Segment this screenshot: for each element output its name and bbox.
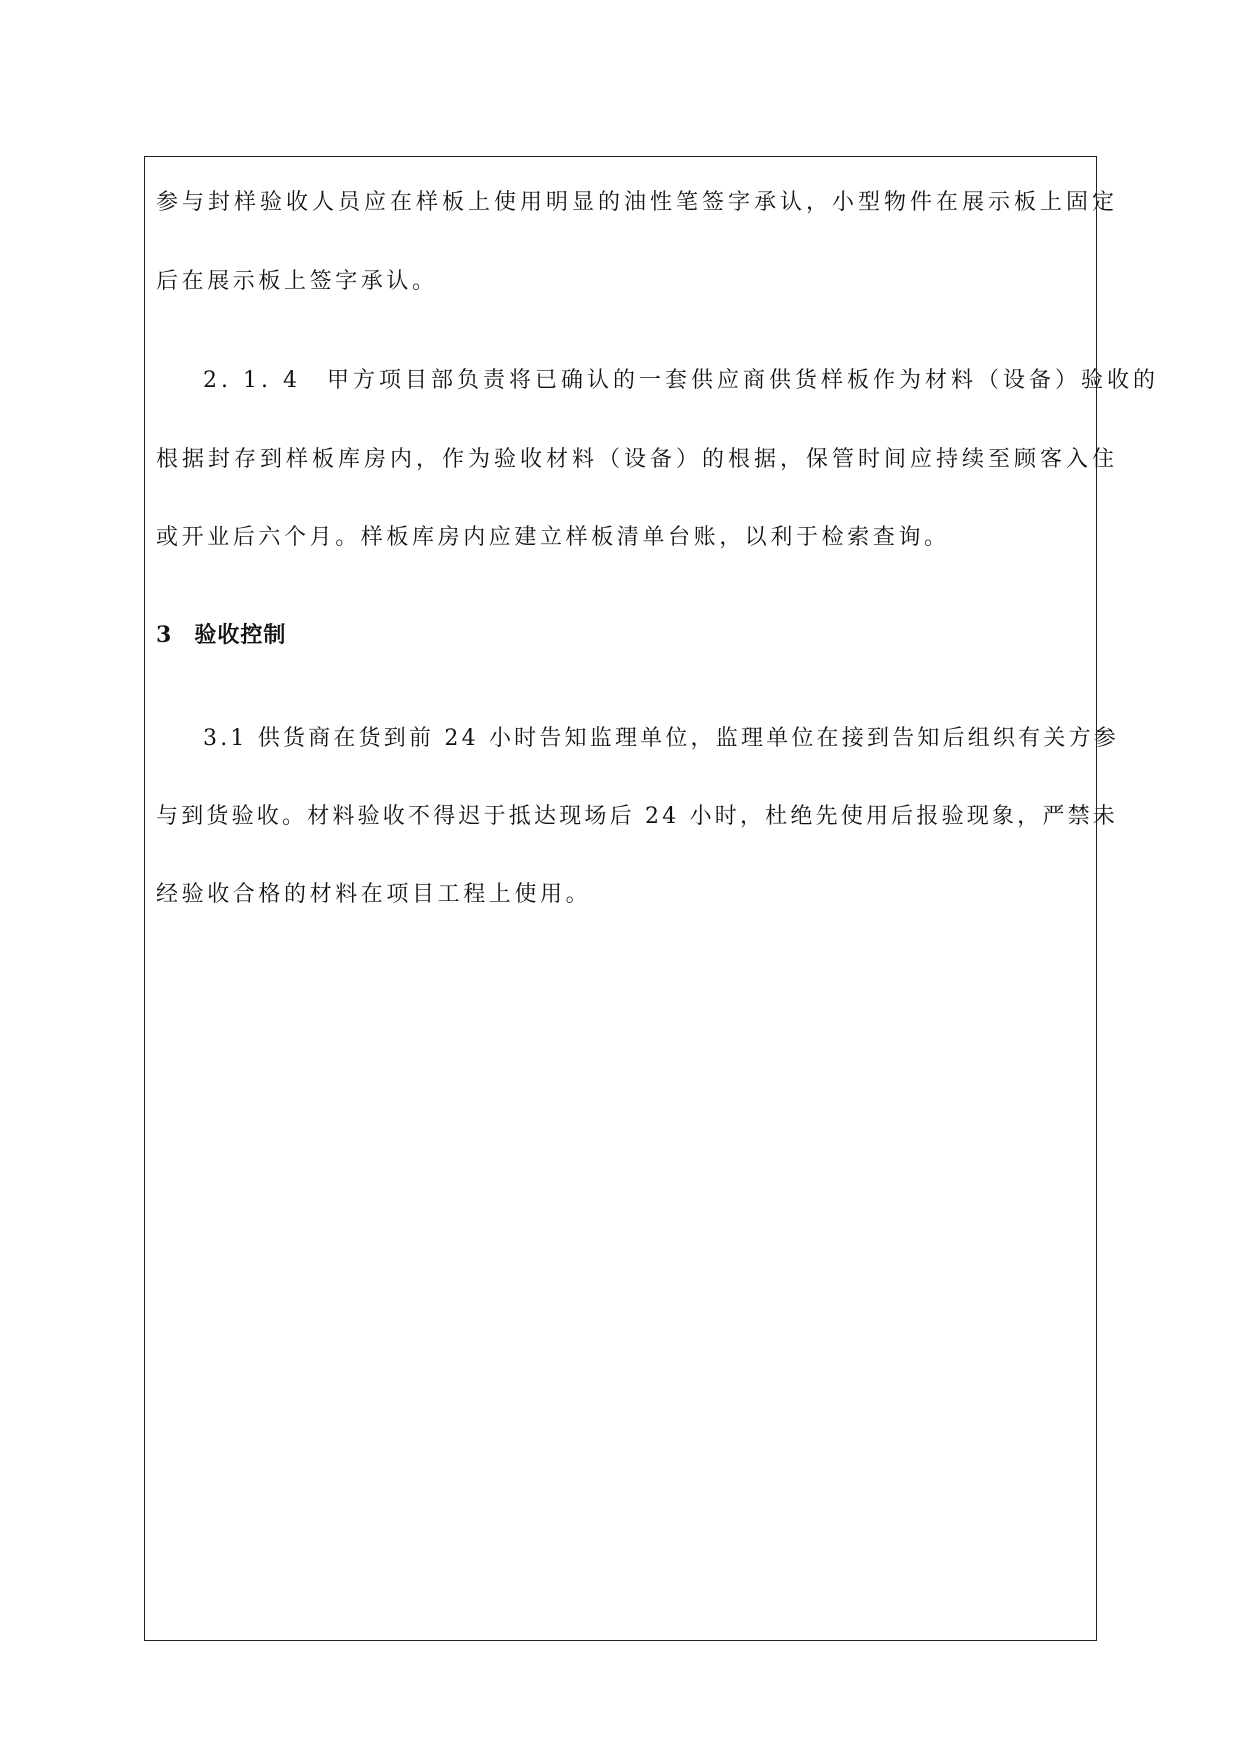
para1-line1: 参与封样验收人员应在样板上使用明显的油性笔签字承认，小型物件在展示板上固定 <box>156 190 1119 215</box>
para3-line3: 经验收合格的材料在项目工程上使用。 <box>156 882 592 907</box>
section-heading <box>156 620 286 650</box>
para2-line1: 2. 1. 4 甲方项目部负责将已确认的一套供应商供货样板作为材料（设备）验收的 <box>203 368 1159 393</box>
para3-line1: 3.1 供货商在货到前 24 小时告知监理单位，监理单位在接到告知后组织有关方参 <box>203 726 1119 751</box>
para2-line3: 或开业后六个月。样板库房内应建立样板清单台账，以利于检索查询。 <box>156 525 950 550</box>
para1-line2: 后在展示板上签字承认。 <box>156 269 438 294</box>
section-number: 3 <box>156 622 173 648</box>
para2-line2: 根据封存到样板库房内，作为验收材料（设备）的根据，保管时间应持续至顾客入住 <box>156 447 1119 472</box>
section-title: 验收控制 <box>194 622 287 648</box>
para3-line2: 与到货验收。材料验收不得迟于抵达现场后 24 小时，杜绝先使用后报验现象，严禁未 <box>156 804 1118 829</box>
